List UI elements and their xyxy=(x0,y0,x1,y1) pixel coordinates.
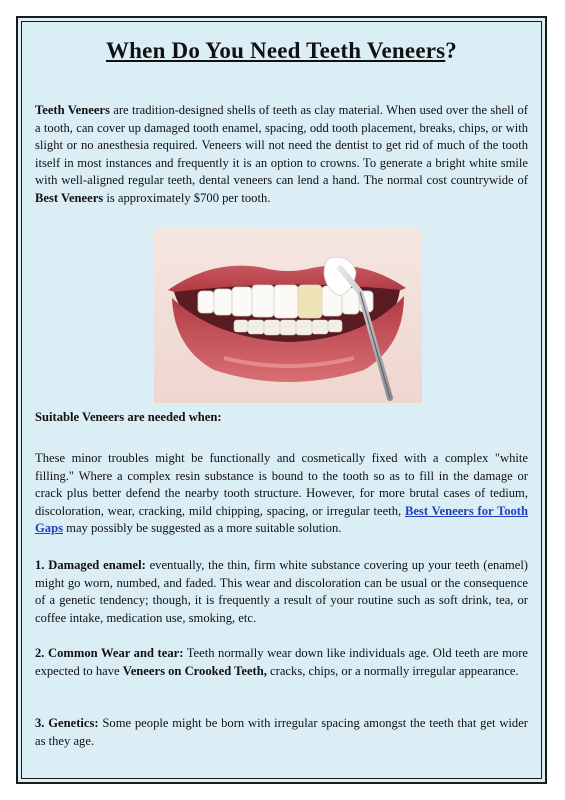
section-heading xyxy=(35,409,528,427)
best-veneers-tooth-gaps-link[interactable]: Best Veneers for Tooth Gaps xyxy=(35,503,528,536)
wear-and-tear-item xyxy=(35,645,528,680)
term-best-veneers: Best Veneers xyxy=(35,190,104,205)
term-crooked-teeth: Veneers on Crooked Teeth, xyxy=(122,663,267,678)
genetics-text: Some people might be born with irregular spacing amongst the teeth that get wider as they age. xyxy=(35,716,529,748)
page-inner-border xyxy=(21,21,542,779)
section-heading-text: Suitable Veneers are needed when: xyxy=(35,410,222,424)
document-page xyxy=(16,16,547,784)
smile-illustration xyxy=(154,228,422,403)
intro-paragraph xyxy=(35,102,528,208)
page-title xyxy=(22,38,541,64)
damaged-enamel-label: 1. Damaged enamel: xyxy=(35,558,146,572)
title-text: When Do You Need Teeth Veneers xyxy=(105,38,446,63)
wear-text-1: Teeth normally wear down like individuals age. Old teeth are more expected to have xyxy=(35,646,528,678)
filling-text-1: These minor troubles might be functionally and cosmetically fixed with a complex "white filling." Where a complex resin substance is bound to the tooth so as to fill in the damage or crack plus better defend the nearby tooth structure. However, for more brutal cases of tedium, discoloration, wear, cracking, mild chipping, spacing, or irregular teeth, xyxy=(35,451,528,518)
damaged-enamel-item xyxy=(35,557,528,627)
damaged-enamel-text: eventually, the thin, firm white substance covering up your teeth (enamel) might go worn, numbed, and faded. This wear and discoloration can be usual or the consequence of a genetic tendency; though, it is frequently a result of your routine such as soft drink, tea, or coffee intake, medication use, smoking, etc. xyxy=(35,558,529,625)
intro-text-2: is approximately $700 per tooth. xyxy=(103,190,271,205)
filling-text-2: may possibly be suggested as a more suitable solution. xyxy=(63,521,342,536)
wear-and-tear-label: 2. Common Wear and tear: xyxy=(35,646,184,660)
term-teeth-veneers: Teeth Veneers xyxy=(35,103,110,117)
genetics-item xyxy=(35,715,528,750)
title-question-mark: ? xyxy=(445,38,457,63)
intro-text-1: are tradition-designed shells of teeth as clay material. When used over the shell of a tooth, can cover up damaged tooth enamel, spacing, odd tooth placement, breaks, chips, or with slight or no anesthesia required. Veneers will not need the dentist to get rid of much of the tooth itself in most instances and frequently it is an option to crowns. To generate a bright white smile with well-aligned regular teeth, dental veneers can lend a hand. The normal cost countrywide of xyxy=(35,103,528,188)
wear-text-2: cracks, chips, or a normally irregular appearance. xyxy=(266,663,519,678)
white-filling-paragraph xyxy=(35,450,528,538)
smile-veneer-photo xyxy=(154,228,422,403)
genetics-label: 3. Genetics: xyxy=(35,716,99,730)
